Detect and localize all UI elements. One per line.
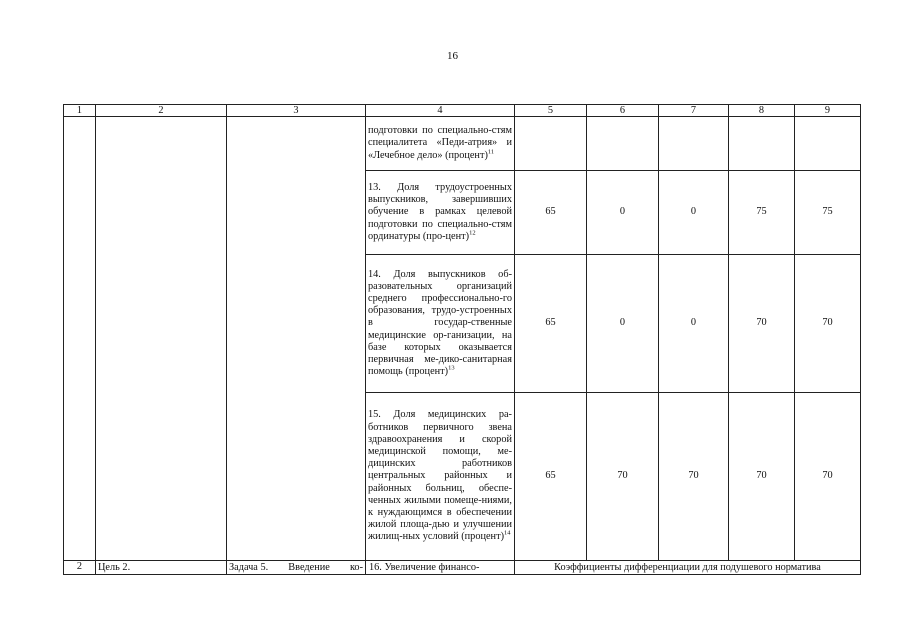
footnote-mark: 13	[448, 364, 455, 372]
indicator-text: 13. Доля трудоустроенных выпускников, завершивших обучение в рамках целевой подготовки по специально-стям ординатуры (про-цент)	[368, 181, 512, 242]
header-cell: 7	[659, 105, 729, 117]
indicator-cell: 16. Увеличение финансо-	[366, 561, 515, 575]
indicator-text: подготовки по специально-стям специалитета «Педи-атрия» и «Лечебное дело» (процент)	[368, 125, 512, 161]
value-cell: 0	[587, 171, 659, 255]
value-cell: 65	[515, 255, 587, 393]
header-cell: 2	[96, 105, 227, 117]
value-cell: 0	[587, 255, 659, 393]
header-cell: 6	[587, 105, 659, 117]
footnote-mark: 11	[487, 148, 495, 156]
page-number: 16	[447, 50, 458, 62]
value-cell: 70	[795, 393, 861, 561]
value-cell: 65	[515, 171, 587, 255]
table-row	[64, 561, 861, 575]
empty-cell	[64, 117, 96, 561]
row-number: 2	[64, 561, 96, 575]
value-cell	[795, 117, 861, 171]
value-cell: 70	[659, 393, 729, 561]
value-cell: 0	[659, 255, 729, 393]
header-cell: 3	[227, 105, 366, 117]
value-cell: 70	[587, 393, 659, 561]
value-cell: 65	[515, 393, 587, 561]
value-cell	[587, 117, 659, 171]
value-cell: 70	[729, 393, 795, 561]
task-label: Задача 5.	[229, 561, 269, 573]
empty-cell	[96, 117, 227, 561]
value-cell: 75	[729, 171, 795, 255]
coefficients-cell: Коэффициенты дифференциации для подушевого норматива	[515, 561, 861, 575]
empty-cell	[227, 117, 366, 561]
goal-cell: Цель 2.	[96, 561, 227, 575]
header-cell: 8	[729, 105, 795, 117]
footnote-mark: 12	[469, 229, 476, 237]
task-word-end: ко-	[349, 561, 363, 573]
indicator-text: 15. Доля медицинских ра-ботников первичного звена здравоохранения и скорой медицинской помощи, ме-дицинских работников центральных районных и районных больниц, обеспе-ченных жилыми помеще-ниями, к нуждающимся в обеспечении жилой площа-дью и улучшении жилищ-ных условий (процент)	[368, 409, 512, 543]
header-cell: 4	[366, 105, 515, 117]
value-cell	[659, 117, 729, 171]
table-row	[64, 117, 861, 171]
indicator-cell	[366, 255, 515, 393]
value-cell: 75	[795, 171, 861, 255]
value-cell: 70	[729, 255, 795, 393]
indicator-cell	[366, 171, 515, 255]
footnote-mark: 14	[504, 529, 511, 537]
header-cell: 1	[64, 105, 96, 117]
header-row	[64, 105, 861, 117]
task-cell	[227, 561, 366, 575]
header-cell: 5	[515, 105, 587, 117]
indicator-text: 14. Доля выпускников об-разовательных организаций среднего профессионально-го образования, трудо-устроенных в государ-ственные медицинские ор-ганизации, на базе которых оказывается первичная ме-дико-санитарная помощь (процент)	[368, 268, 512, 378]
indicator-cell	[366, 117, 515, 171]
indicator-cell	[366, 393, 515, 561]
targets-table	[63, 104, 861, 575]
value-cell: 70	[795, 255, 861, 393]
value-cell	[515, 117, 587, 171]
value-cell: 0	[659, 171, 729, 255]
header-cell: 9	[795, 105, 861, 117]
task-word: Введение	[288, 561, 330, 573]
value-cell	[729, 117, 795, 171]
